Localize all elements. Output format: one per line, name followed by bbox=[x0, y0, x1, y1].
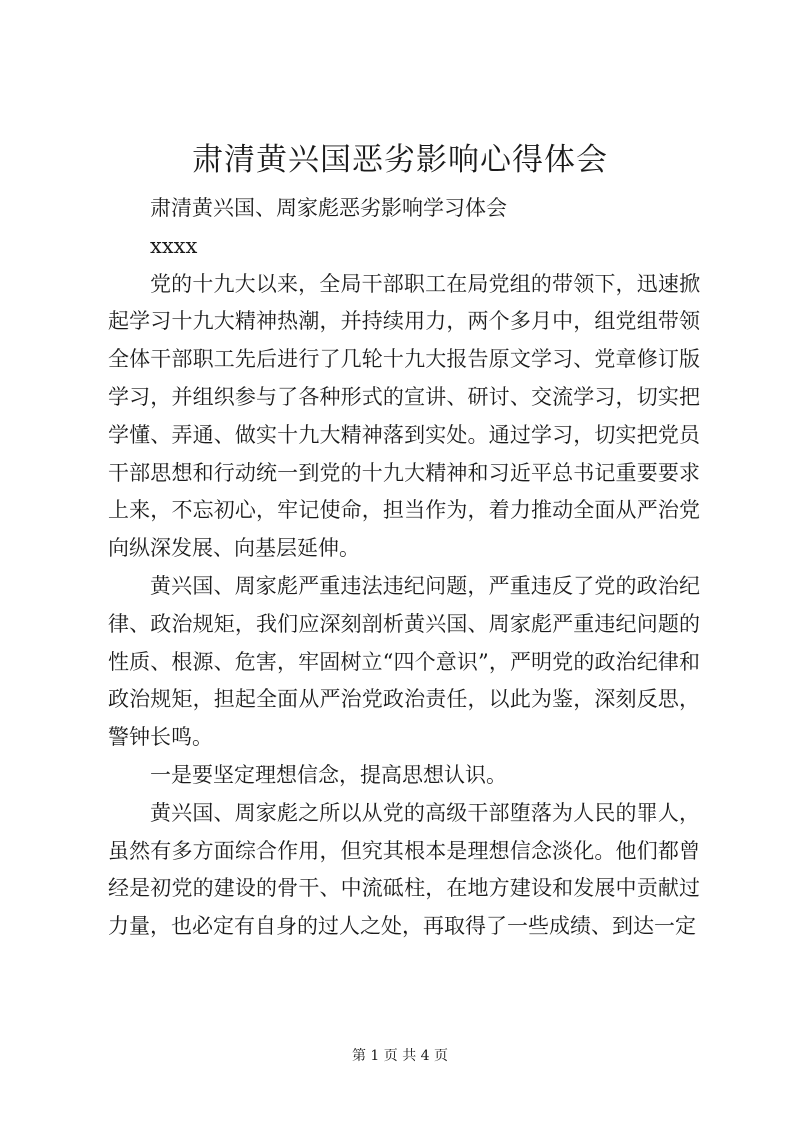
document-body bbox=[108, 190, 700, 946]
body-paragraph: 黄兴国、周家彪严重违法违纪问题，严重违反了党的政治纪律、政治规矩，我们应深刻剖析黄兴国、周家彪严重违纪问题的性质、根源、危害，牢固树立“四个意识”，严明党的政治纪律和政治规矩，担起全面从严治党政治责任，以此为鉴，深刻反思，警钟长鸣。 bbox=[108, 573, 700, 750]
subtitle-paragraph: 肃清黄兴国、周家彪恶劣影响学习体会 bbox=[150, 196, 507, 220]
author-paragraph: xxxx bbox=[150, 233, 198, 258]
document-title: 肃清黄兴国恶劣影响心得体会 bbox=[192, 142, 608, 178]
body-paragraph: 党的十九大以来，全局干部职工在局党组的带领下，迅速掀起学习十九大精神热潮，并持续用力，两个多月中，组党组带领全体干部职工先后进行了几轮十九大报告原文学习、党章修订版学习，并组织参与了各种形式的宣讲、研讨、交流学习，切实把学懂、弄通、做实十九大精神落到实处。通过学习，切实把党员干部思想和行动统一到党的十九大精神和习近平总书记重要要求上来，不忘初心，牢记使命，担当作为，着力推动全面从严治党向纵深发展、向基层延伸。 bbox=[108, 271, 700, 561]
section-heading-paragraph: 一是要坚定理想信念，提高思想认识。 bbox=[150, 762, 507, 787]
page-number-footer: 第 1 页 共 4 页 bbox=[351, 1048, 449, 1064]
body-paragraph: 黄兴国、周家彪之所以从党的高级干部堕落为人民的罪人，虽然有多方面综合作用，但究其根本是理想信念淡化。他们都曾经是初党的建设的骨干、中流砥柱，在地方建设和发展中贡献过力量，也必定有自身的过人之处，再取得了一些成绩、到达一定 bbox=[108, 800, 700, 939]
